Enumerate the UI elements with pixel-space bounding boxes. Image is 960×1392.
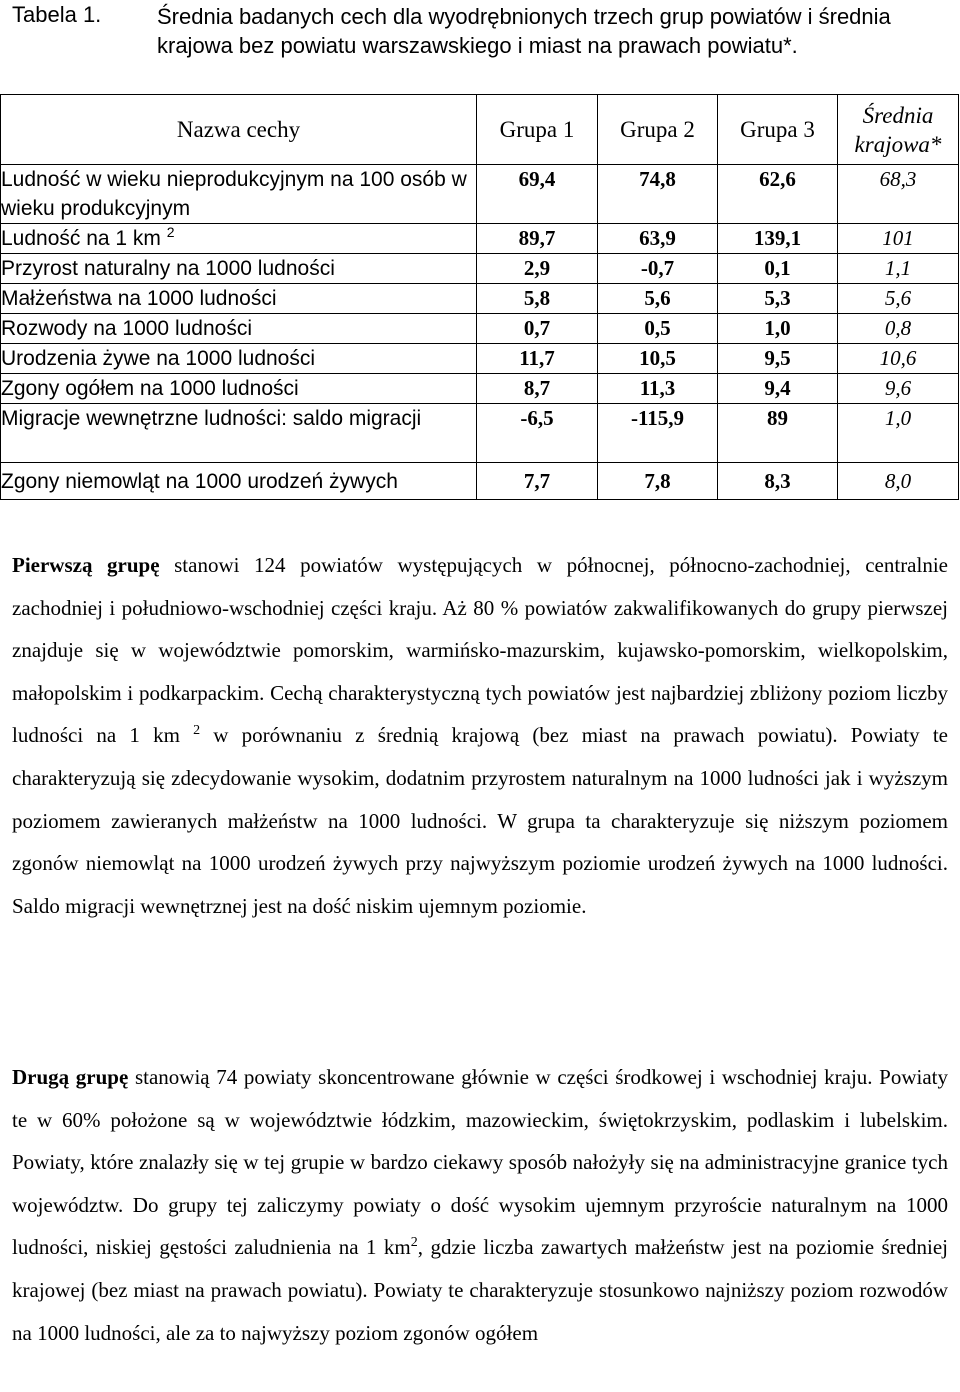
header-national-average: Średnia krajowa* xyxy=(838,95,959,165)
row-group-3-value: 89 xyxy=(718,404,838,463)
table-row xyxy=(1,284,959,314)
paragraph-group-1-lead: Pierwszą grupę xyxy=(12,553,160,577)
row-feature-name: Ludność w wieku nieprodukcyjnym na 100 osób w wieku produkcyjnym xyxy=(1,165,477,224)
row-national-average-value: 5,6 xyxy=(838,284,959,314)
header-group-1: Grupa 1 xyxy=(477,95,598,165)
row-feature-name: Małżeństwa na 1000 ludności xyxy=(1,284,477,314)
row-group-2-value: 11,3 xyxy=(598,374,718,404)
paragraph-group-1 xyxy=(12,544,948,927)
row-group-2-value: 0,5 xyxy=(598,314,718,344)
row-group-3-value: 62,6 xyxy=(718,165,838,224)
row-group-2-value: -0,7 xyxy=(598,254,718,284)
table-header-row xyxy=(1,95,959,165)
row-feature-name: Rozwody na 1000 ludności xyxy=(1,314,477,344)
table-caption-label: Tabela 1. xyxy=(12,2,102,27)
row-group-2-value: 63,9 xyxy=(598,224,718,254)
row-feature-name: Zgony niemowląt na 1000 urodzeń żywych xyxy=(1,463,477,500)
row-national-average-value: 10,6 xyxy=(838,344,959,374)
row-feature-name: Przyrost naturalny na 1000 ludności xyxy=(1,254,477,284)
paragraph-group-1-text-a: stanowi 124 powiatów występujących w północnej, północno-zachodniej, centralnie zachodniej i południowo-wschodniej części kraju. Aż 80 % powiatów zakwalifikowanych do grupy pierwszej znajduje się w województwie pomorskim, warmińsko-mazurskim, kujawsko-pomorskim, wielkopolskim, małopolskim i podkarpackim. Cechą charakterystyczną tych powiatów jest najbardziej zbliżony poziom liczby ludności na 1 km xyxy=(12,553,948,748)
row-group-1-value: 8,7 xyxy=(477,374,598,404)
header-group-2: Grupa 2 xyxy=(598,95,718,165)
row-group-1-value: 0,7 xyxy=(477,314,598,344)
row-group-3-value: 8,3 xyxy=(718,463,838,500)
row-national-average-value: 68,3 xyxy=(838,165,959,224)
row-feature-name: Urodzenia żywe na 1000 ludności xyxy=(1,344,477,374)
row-group-2-value: 10,5 xyxy=(598,344,718,374)
row-feature-name xyxy=(1,224,477,254)
header-group-3: Grupa 3 xyxy=(718,95,838,165)
row-national-average-value: 1,0 xyxy=(838,404,959,463)
row-national-average-value: 8,0 xyxy=(838,463,959,500)
table-row xyxy=(1,404,959,463)
row-group-1-value: 7,7 xyxy=(477,463,598,500)
table-caption xyxy=(0,0,960,80)
table-row xyxy=(1,374,959,404)
row-group-3-value: 9,4 xyxy=(718,374,838,404)
table-row xyxy=(1,314,959,344)
table-row xyxy=(1,463,959,500)
row-group-1-value: 69,4 xyxy=(477,165,598,224)
row-national-average-value: 1,1 xyxy=(838,254,959,284)
superscript-2: 2 xyxy=(410,1235,418,1251)
row-national-average-value: 0,8 xyxy=(838,314,959,344)
row-group-1-value: 11,7 xyxy=(477,344,598,374)
row-group-1-value: 2,9 xyxy=(477,254,598,284)
row-group-1-value: -6,5 xyxy=(477,404,598,463)
row-group-3-value: 5,3 xyxy=(718,284,838,314)
row-group-3-value: 9,5 xyxy=(718,344,838,374)
row-group-2-value: 7,8 xyxy=(598,463,718,500)
paragraph-group-2-lead: Drugą grupę xyxy=(12,1065,129,1089)
header-feature-name: Nazwa cechy xyxy=(1,95,477,165)
row-group-3-value: 1,0 xyxy=(718,314,838,344)
superscript-2: 2 xyxy=(193,723,201,739)
row-feature-name: Migracje wewnętrzne ludności: saldo migracji xyxy=(1,404,477,463)
paragraph-group-2-text-a: stanowią 74 powiaty skoncentrowane głównie w części środkowej i wschodniej kraju. Powiaty te w 60% położone są w województwie łódzkim, mazowieckim, świętokrzyskim, podlaskim i lubelskim. Powiaty, które znalazły się w tej grupie w bardzo ciekawy sposób nałożyły się na administracyjne granice tych województw. Do grupy tej zaliczymy powiaty o dość wysokim ujemnym przyroście naturalnym na 1000 ludności, niskiej gęstości zaludnienia na 1 km xyxy=(12,1065,948,1260)
row-group-2-value: -115,9 xyxy=(598,404,718,463)
paragraph-group-2-text-b: , gdzie liczba zawartych małżeństw jest na poziomie średniej krajowej (bez miast na prawach powiatu). Powiaty te charakteryzuje stosunkowo najniższy poziom rozwodów na 1000 ludności, ale za to najwyższy poziom zgonów ogółem xyxy=(12,1235,948,1345)
row-group-3-value: 0,1 xyxy=(718,254,838,284)
table-caption-text: Średnia badanych cech dla wyodrębnionych trzech grup powiatów i średnia krajowa bez powiatu warszawskiego i miast na prawach powiatu*. xyxy=(157,4,891,58)
row-national-average-value: 101 xyxy=(838,224,959,254)
row-group-3-value: 139,1 xyxy=(718,224,838,254)
paragraph-group-2 xyxy=(12,1056,948,1354)
row-group-2-value: 74,8 xyxy=(598,165,718,224)
table-row xyxy=(1,344,959,374)
paragraph-group-1-text-b: w porównaniu z średnią krajową (bez miast na prawach powiatu). Powiaty te charakteryzują się zdecydowanie wysokim, dodatnim przyrostem naturalnym na 1000 ludności jak i wyższym poziomem zawieranych małżeństw na 1000 ludności. W grupa ta charakteryzuje się niższym poziomem zgonów niemowląt na 1000 urodzeń żywych przy najwyższym poziomie urodzeń żywych na 1000 ludności. Saldo migracji wewnętrznej jest na dość niskim ujemnym poziomie. xyxy=(12,723,948,918)
row-group-2-value: 5,6 xyxy=(598,284,718,314)
table-row xyxy=(1,165,959,224)
superscript-2: 2 xyxy=(166,224,175,240)
statistics-table xyxy=(0,94,959,500)
row-group-1-value: 5,8 xyxy=(477,284,598,314)
row-national-average-value: 9,6 xyxy=(838,374,959,404)
row-feature-name-text: Ludność na 1 km xyxy=(1,227,161,250)
table-row xyxy=(1,224,959,254)
table-row xyxy=(1,254,959,284)
row-group-1-value: 89,7 xyxy=(477,224,598,254)
row-feature-name: Zgony ogółem na 1000 ludności xyxy=(1,374,477,404)
